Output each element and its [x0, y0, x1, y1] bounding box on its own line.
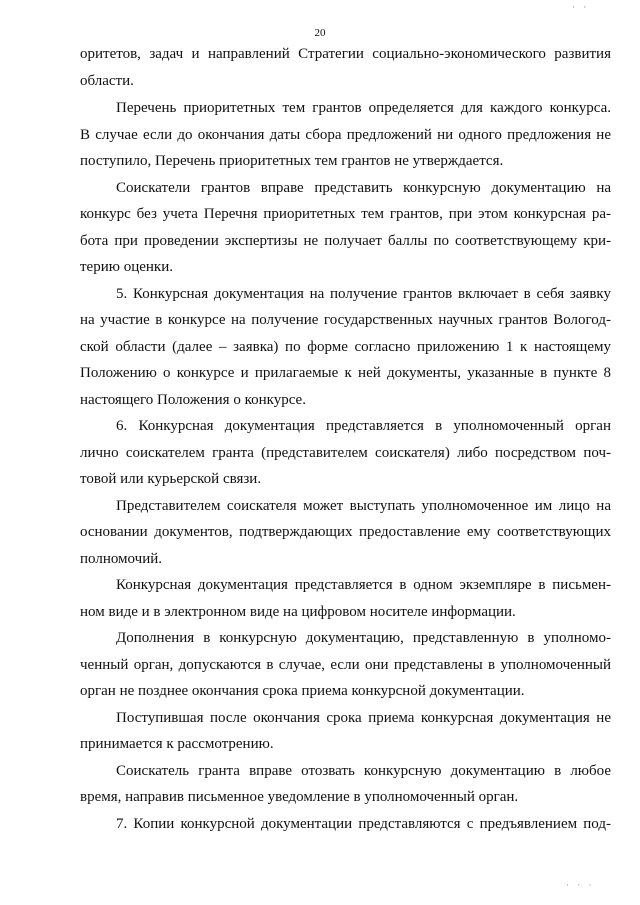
text-line: Перечень приоритетных тем грантов определяется для каждого конкурса.	[116, 100, 611, 116]
text-line: Поступившая после окончания срока приема конкурсная документация не	[116, 710, 611, 726]
text-line: полномочий.	[80, 551, 163, 567]
text-line: ченный орган, допускаются в случае, если они представлены в уполномоченный	[80, 657, 611, 673]
text-line: конкурс без учета Перечня приоритетных тем грантов, при этом конкурсная ра-	[80, 206, 611, 222]
text-line: Соискатели грантов вправе представить конкурсную документацию на	[116, 180, 611, 196]
text-line: Дополнения в конкурсную документацию, представленную в уполномо-	[116, 630, 611, 646]
text-line: основании документов, подтверждающих предоставление ему соответствующих	[80, 524, 611, 540]
text-line: 5. Конкурсная документация на получение грантов включает в себя заявку	[116, 286, 611, 302]
page-number: 20	[314, 27, 326, 39]
text-line: настоящего Положения о конкурсе.	[80, 392, 306, 408]
text-line: поступило, Перечень приоритетных тем грантов не утверждается.	[80, 153, 504, 169]
text-line: Конкурсная документация представляется в одном экземпляре в письмен-	[116, 577, 611, 593]
text-line: 6. Конкурсная документация представляется в уполномоченный орган	[116, 418, 611, 434]
text-line: принимается к рассмотрению.	[80, 736, 274, 752]
text-line: орган не позднее окончания срока приема конкурсной документации.	[80, 683, 525, 699]
text-line: лично соискателем гранта (представителем соискателя) либо посредством поч-	[80, 445, 611, 461]
text-line: В случае если до окончания даты сбора предложений ни одного предложения не	[80, 127, 611, 143]
text-line: Положению о конкурсе и прилагаемые к ней документы, указанные в пункте 8	[80, 365, 611, 381]
text-line: 7. Копии конкурсной документации представляются с предъявлением под-	[116, 816, 611, 832]
text-line: товой или курьерской связи.	[80, 471, 262, 487]
text-line: оритетов, задач и направлений Стратегии социально-экономического развития	[80, 46, 611, 62]
text-line: терию оценки.	[80, 259, 173, 275]
text-line: Соискатель гранта вправе отозвать конкурсную документацию в любое	[116, 763, 611, 779]
text-line: время, направив письменное уведомление в уполномоченный орган.	[80, 789, 519, 805]
text-line: области.	[80, 73, 134, 89]
scan-artifact-bottom: · · ·	[566, 880, 595, 890]
text-line: на участие в конкурсе на получение государственных научных грантов Вологод-	[80, 312, 611, 328]
text-line: бота при проведении экспертизы не получает баллы по соответствующему кри-	[80, 233, 611, 249]
scan-artifact-top: · ·	[572, 2, 590, 12]
text-line: ном виде и в электронном виде на цифровом носителе информации.	[80, 604, 516, 620]
text-line: Представителем соискателя может выступать уполномоченное им лицо на	[116, 498, 611, 514]
text-line: ской области (далее – заявка) по форме согласно приложению 1 к настоящему	[80, 339, 611, 355]
